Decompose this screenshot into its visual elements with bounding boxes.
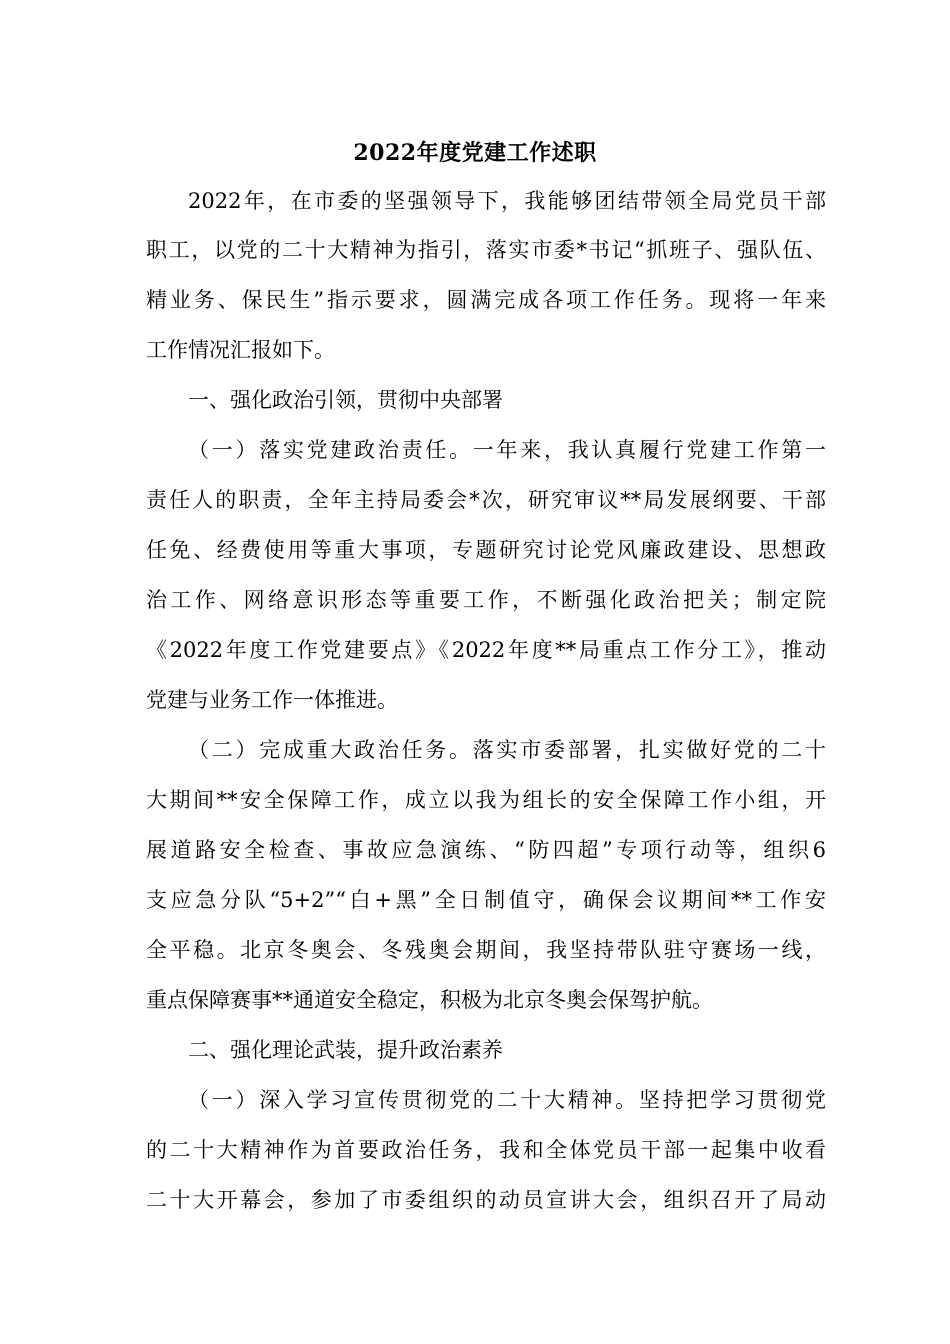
section-heading: 二、强化理论武装，提升政治素养 xyxy=(188,1038,503,1062)
paragraph-line: 精业务、保民生”指示要求，圆满完成各项工作任务。现将一年来 xyxy=(146,288,826,312)
paragraph-line: 二十大开幕会，参加了市委组织的动员宣讲大会，组织召开了局动 xyxy=(146,1188,826,1212)
paragraph-line: 任免、经费使用等重大事项，专题研究讨论党风廉政建设、思想政 xyxy=(146,538,826,562)
paragraph-line: 职工，以党的二十大精神为指引，落实市委*书记“抓班子、强队伍、 xyxy=(146,238,826,262)
document-title: 2022年度党建工作述职 xyxy=(353,140,597,166)
paragraph-line: 大期间**安全保障工作，成立以我为组长的安全保障工作小组，开 xyxy=(146,788,826,812)
paragraph-line: 治工作、网络意识形态等重要工作，不断强化政治把关；制定院 xyxy=(146,588,826,612)
paragraph-line: 全平稳。北京冬奥会、冬残奥会期间，我坚持带队驻守赛场一线， xyxy=(146,938,826,962)
paragraph-line: 《2022年度工作党建要点》《2022年度**局重点工作分工》，推动 xyxy=(146,638,826,662)
section-heading: 一、强化政治引领，贯彻中央部署 xyxy=(188,388,503,412)
paragraph-line: 展道路安全检查、事故应急演练、“防四超”专项行动等，组织6 xyxy=(146,838,826,862)
paragraph-line: 2022年，在市委的坚强领导下，我能够团结带领全局党员干部 xyxy=(188,189,826,213)
paragraph-line: （二）完成重大政治任务。落实市委部署，扎实做好党的二十 xyxy=(188,738,826,762)
paragraph-line: 支应急分队“5+2”“白+黑”全日制值守，确保会议期间**工作安 xyxy=(146,888,826,912)
paragraph-line: 工作情况汇报如下。 xyxy=(146,338,335,362)
paragraph-line: 党建与业务工作一体推进。 xyxy=(146,688,398,712)
paragraph-line: （一）深入学习宣传贯彻党的二十大精神。坚持把学习贯彻党 xyxy=(188,1088,826,1112)
paragraph-line: 重点保障赛事**通道安全稳定，积极为北京冬奥会保驾护航。 xyxy=(146,988,713,1012)
paragraph-line: 的二十大精神作为首要政治任务，我和全体党员干部一起集中收看 xyxy=(146,1138,826,1162)
paragraph-line: （一）落实党建政治责任。一年来，我认真履行党建工作第一 xyxy=(188,438,826,462)
paragraph-line: 责任人的职责，全年主持局委会*次，研究审议**局发展纲要、干部 xyxy=(146,488,826,512)
